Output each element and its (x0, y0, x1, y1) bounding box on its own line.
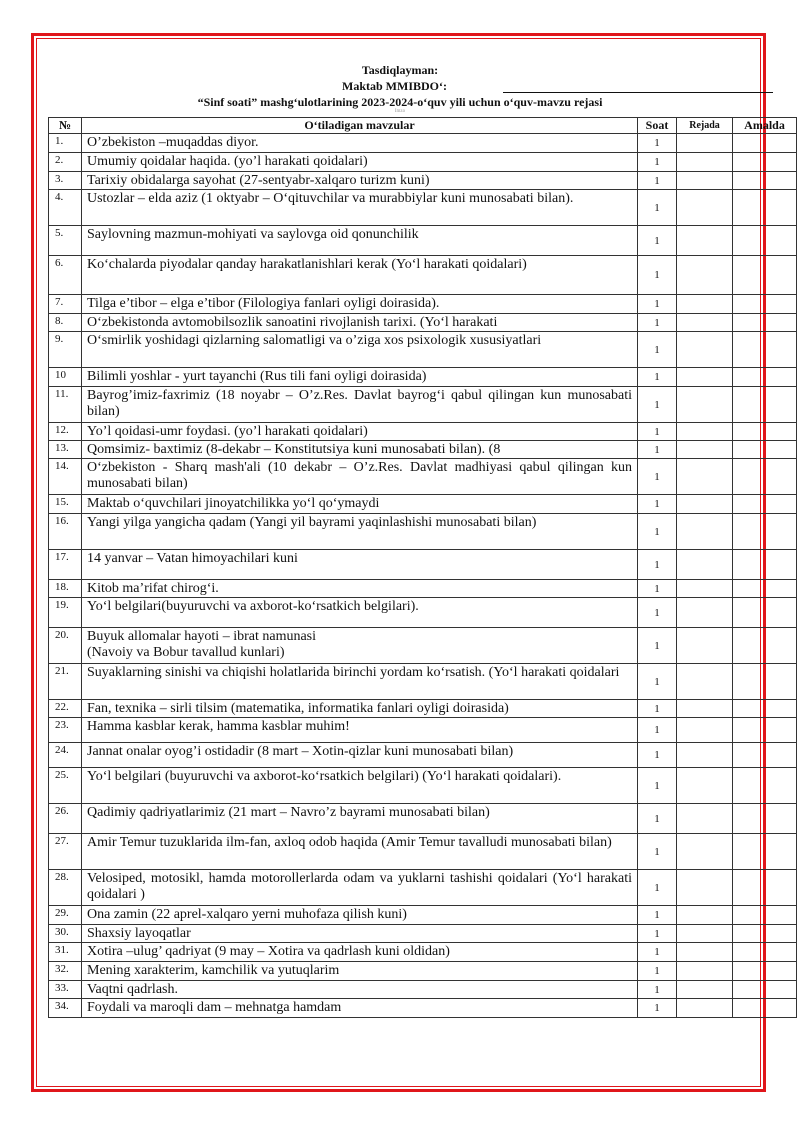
row-amalda (733, 134, 797, 153)
table-row (49, 459, 797, 495)
row-rejada (677, 981, 733, 999)
row-topic: Hamma kasblar kerak, hamma kasblar muhim! (82, 718, 638, 743)
row-rejada (677, 387, 733, 423)
table-header-row (49, 118, 797, 134)
row-amalda (733, 906, 797, 925)
row-amalda (733, 256, 797, 295)
row-rejada (677, 423, 733, 441)
row-hours: 1 (638, 598, 677, 628)
row-amalda (733, 768, 797, 804)
row-topic: O‘smirlik yoshidagi qizlarning salomatligi va o’ziga xos psixologik xususiyatlari (82, 332, 638, 368)
table-row (49, 943, 797, 962)
row-hours: 1 (638, 743, 677, 768)
row-hours: 1 (638, 550, 677, 580)
row-rejada (677, 580, 733, 598)
table-row (49, 314, 797, 332)
row-number: 10 (49, 368, 82, 387)
row-hours: 1 (638, 981, 677, 999)
row-topic: Vaqtni qadrlash. (82, 981, 638, 999)
table-row (49, 256, 797, 295)
row-topic: Yo‘l belgilari (buyuruvchi va axborot-ko‘rsatkich belgilari) (Yo‘l harakati qoidalari). (82, 768, 638, 804)
row-topic: O’zbekiston –muqaddas diyor. (82, 134, 638, 153)
row-number: 13. (49, 441, 82, 459)
row-number: 12. (49, 423, 82, 441)
small-caption: Imzo (394, 109, 406, 114)
row-rejada (677, 943, 733, 962)
row-amalda (733, 981, 797, 999)
row-number: 24. (49, 743, 82, 768)
row-hours: 1 (638, 962, 677, 981)
row-rejada (677, 628, 733, 664)
row-hours: 1 (638, 834, 677, 870)
row-rejada (677, 598, 733, 628)
row-rejada (677, 314, 733, 332)
table-row (49, 700, 797, 718)
row-hours: 1 (638, 768, 677, 804)
row-number: 31. (49, 943, 82, 962)
row-topic: Yo‘l belgilari(buyuruvchi va axborot-ko‘rsatkich belgilari). (82, 598, 638, 628)
table-row (49, 495, 797, 514)
row-number: 28. (49, 870, 82, 906)
row-topic: Ustozlar – elda aziz (1 oktyabr – O‘qituvchilar va murabbiylar kuni munosabati bilan). (82, 190, 638, 226)
row-amalda (733, 190, 797, 226)
row-hours: 1 (638, 459, 677, 495)
row-amalda (733, 598, 797, 628)
row-number: 6. (49, 256, 82, 295)
row-amalda (733, 664, 797, 700)
row-hours: 1 (638, 387, 677, 423)
row-rejada (677, 495, 733, 514)
row-number: 25. (49, 768, 82, 804)
row-number: 11. (49, 387, 82, 423)
row-amalda (733, 172, 797, 190)
row-hours: 1 (638, 295, 677, 314)
table-row (49, 870, 797, 906)
row-amalda (733, 743, 797, 768)
row-topic: Yangi yilga yangicha qadam (Yangi yil bayrami yaqinlashishi munosabati bilan) (82, 514, 638, 550)
row-topic: Umumiy qoidalar haqida. (yo’l harakati qoidalari) (82, 153, 638, 172)
row-rejada (677, 962, 733, 981)
row-topic: Bilimli yoshlar - yurt tayanchi (Rus tili fani oyligi doirasida) (82, 368, 638, 387)
topics-table (48, 117, 797, 1018)
row-number: 32. (49, 962, 82, 981)
table-row (49, 172, 797, 190)
row-rejada (677, 514, 733, 550)
row-topic: Velosiped, motosikl, hamda motorollerlarda odam va yuklarni tashishi qoidalari (Yo‘l harakati qoidalari ) (82, 870, 638, 906)
row-rejada (677, 441, 733, 459)
table-row (49, 925, 797, 943)
row-hours: 1 (638, 700, 677, 718)
row-hours: 1 (638, 906, 677, 925)
header-num: № (49, 118, 82, 134)
row-hours: 1 (638, 943, 677, 962)
row-hours: 1 (638, 332, 677, 368)
row-number: 29. (49, 906, 82, 925)
table-row (49, 134, 797, 153)
row-rejada (677, 700, 733, 718)
row-hours: 1 (638, 718, 677, 743)
table-row (49, 514, 797, 550)
table-row (49, 153, 797, 172)
row-amalda (733, 834, 797, 870)
table-row (49, 580, 797, 598)
row-number: 34. (49, 999, 82, 1018)
row-rejada (677, 459, 733, 495)
row-hours: 1 (638, 664, 677, 700)
row-rejada (677, 664, 733, 700)
row-hours: 1 (638, 190, 677, 226)
table-row (49, 834, 797, 870)
table-row (49, 981, 797, 999)
row-rejada (677, 870, 733, 906)
row-hours: 1 (638, 441, 677, 459)
row-hours: 1 (638, 925, 677, 943)
row-rejada (677, 834, 733, 870)
row-topic: Tarixiy obidalarga sayohat (27-sentyabr-xalqaro turizm kuni) (82, 172, 638, 190)
row-rejada (677, 368, 733, 387)
row-topic: O‘zbekiston - Sharq mash'ali (10 dekabr – O’z.Res. Davlat madhiyasi qabul qilingan kun munosabati bilan) (82, 459, 638, 495)
row-amalda (733, 226, 797, 256)
row-hours: 1 (638, 804, 677, 834)
row-rejada (677, 172, 733, 190)
row-rejada (677, 256, 733, 295)
row-amalda (733, 628, 797, 664)
row-number: 30. (49, 925, 82, 943)
row-number: 33. (49, 981, 82, 999)
row-rejada (677, 226, 733, 256)
row-hours: 1 (638, 153, 677, 172)
row-amalda (733, 314, 797, 332)
row-rejada (677, 906, 733, 925)
table-row (49, 743, 797, 768)
row-hours: 1 (638, 226, 677, 256)
table-row (49, 598, 797, 628)
row-amalda (733, 550, 797, 580)
table-row (49, 628, 797, 664)
row-amalda (733, 441, 797, 459)
row-amalda (733, 332, 797, 368)
row-amalda (733, 700, 797, 718)
row-hours: 1 (638, 172, 677, 190)
row-number: 23. (49, 718, 82, 743)
row-topic: Jannat onalar oyog’i ostidadir (8 mart – Xotin-qizlar kuni munosabati bilan) (82, 743, 638, 768)
row-amalda (733, 804, 797, 834)
row-topic: Kitob ma’rifat chirog‘i. (82, 580, 638, 598)
table-row (49, 190, 797, 226)
row-amalda (733, 387, 797, 423)
row-rejada (677, 768, 733, 804)
row-number: 27. (49, 834, 82, 870)
row-number: 2. (49, 153, 82, 172)
row-rejada (677, 332, 733, 368)
table-row (49, 332, 797, 368)
row-topic: 14 yanvar – Vatan himoyachilari kuni (82, 550, 638, 580)
row-topic: Tilga e’tibor – elga e’tibor (Filologiya fanlari oyligi doirasida). (82, 295, 638, 314)
row-amalda (733, 870, 797, 906)
row-amalda (733, 962, 797, 981)
plan-title: “Sinf soati” mashg‘ulotlarining 2023-2024-o‘quv yili uchun o‘quv-mavzu rejasi (197, 95, 603, 109)
approval-label: Tasdiqlayman: (361, 63, 439, 77)
row-rejada (677, 999, 733, 1018)
row-rejada (677, 743, 733, 768)
row-topic: Maktab o‘quvchilari jinoyatchilikka yo‘l qo‘ymaydi (82, 495, 638, 514)
row-topic: Ko‘chalarda piyodalar qanday harakatlanishlari kerak (Yo‘l harakati qoidalari) (82, 256, 638, 295)
table-row (49, 999, 797, 1018)
row-number: 7. (49, 295, 82, 314)
row-rejada (677, 153, 733, 172)
row-topic: Qadimiy qadriyatlarimiz (21 mart – Navro’z bayrami munosabati bilan) (82, 804, 638, 834)
row-number: 20. (49, 628, 82, 664)
row-rejada (677, 295, 733, 314)
table-row (49, 906, 797, 925)
header-topic: O‘tiladigan mavzular (82, 118, 638, 134)
row-hours: 1 (638, 495, 677, 514)
row-topic: Saylovning mazmun-mohiyati va saylovga oid qonunchilik (82, 226, 638, 256)
row-hours: 1 (638, 368, 677, 387)
row-hours: 1 (638, 999, 677, 1018)
table-row (49, 423, 797, 441)
row-number: 22. (49, 700, 82, 718)
table-row (49, 768, 797, 804)
row-rejada (677, 925, 733, 943)
table-row (49, 387, 797, 423)
row-hours: 1 (638, 870, 677, 906)
row-number: 21. (49, 664, 82, 700)
row-topic: O‘zbekistonda avtomobilsozlik sanoatini rivojlanish tarixi. (Yo‘l harakati (82, 314, 638, 332)
row-hours: 1 (638, 134, 677, 153)
row-topic: Xotira –ulug’ qadriyat (9 may – Xotira va qadrlash kuni oldidan) (82, 943, 638, 962)
row-topic: Shaxsiy layoqatlar (82, 925, 638, 943)
table-row (49, 718, 797, 743)
row-amalda (733, 943, 797, 962)
row-rejada (677, 134, 733, 153)
header-rejada: Rejada (677, 118, 733, 134)
row-rejada (677, 804, 733, 834)
header-soat: Soat (638, 118, 677, 134)
row-topic: Ona zamin (22 aprel-xalqaro yerni muhofaza qilish kuni) (82, 906, 638, 925)
row-hours: 1 (638, 514, 677, 550)
row-topic: Yo’l qoidasi-umr foydasi. (yo’l harakati qoidalari) (82, 423, 638, 441)
row-number: 4. (49, 190, 82, 226)
school-label: Maktab MMIBDO‘: (342, 79, 447, 93)
row-rejada (677, 550, 733, 580)
row-topic: Mening xarakterim, kamchilik va yutuqlarim (82, 962, 638, 981)
row-topic: Amir Temur tuzuklarida ilm-fan, axloq odob haqida (Amir Temur tavalludi munosabati bilan) (82, 834, 638, 870)
row-number: 26. (49, 804, 82, 834)
table-row (49, 804, 797, 834)
table-row (49, 664, 797, 700)
signature-line (503, 92, 773, 93)
row-hours: 1 (638, 314, 677, 332)
row-hours: 1 (638, 628, 677, 664)
table-row (49, 550, 797, 580)
row-amalda (733, 580, 797, 598)
row-topic: Suyaklarning sinishi va chiqishi holatlarida birinchi yordam ko‘rsatish. (Yo‘l harakati qoidalari (82, 664, 638, 700)
row-number: 9. (49, 332, 82, 368)
row-amalda (733, 495, 797, 514)
row-amalda (733, 925, 797, 943)
row-number: 15. (49, 495, 82, 514)
table-body (49, 134, 797, 1018)
row-number: 5. (49, 226, 82, 256)
row-number: 18. (49, 580, 82, 598)
row-amalda (733, 718, 797, 743)
row-amalda (733, 514, 797, 550)
row-amalda (733, 999, 797, 1018)
row-topic: Buyuk allomalar hayoti – ibrat namunasi (Navoiy va Bobur tavallud kunlari) (82, 628, 638, 664)
row-rejada (677, 190, 733, 226)
row-hours: 1 (638, 423, 677, 441)
row-number: 14. (49, 459, 82, 495)
row-topic: Qomsimiz- baxtimiz (8-dekabr – Konstitutsiya kuni munosabati bilan). (8 (82, 441, 638, 459)
row-amalda (733, 423, 797, 441)
row-number: 19. (49, 598, 82, 628)
row-amalda (733, 368, 797, 387)
row-topic: Bayrog’imiz-faxrimiz (18 noyabr – O’z.Res. Davlat bayrog‘i qabul qilingan kun munosabati bilan) (82, 387, 638, 423)
row-number: 3. (49, 172, 82, 190)
table-row (49, 962, 797, 981)
header-amalda: Amalda (733, 118, 797, 134)
row-number: 1. (49, 134, 82, 153)
row-rejada (677, 718, 733, 743)
row-number: 8. (49, 314, 82, 332)
row-number: 17. (49, 550, 82, 580)
table-row (49, 226, 797, 256)
row-hours: 1 (638, 256, 677, 295)
row-number: 16. (49, 514, 82, 550)
row-amalda (733, 153, 797, 172)
table-row (49, 295, 797, 314)
table-row (49, 441, 797, 459)
row-amalda (733, 459, 797, 495)
table-row (49, 368, 797, 387)
row-hours: 1 (638, 580, 677, 598)
row-amalda (733, 295, 797, 314)
row-topic: Foydali va maroqli dam – mehnatga hamdam (82, 999, 638, 1018)
row-topic: Fan, texnika – sirli tilsim (matematika, informatika fanlari oyligi doirasida) (82, 700, 638, 718)
